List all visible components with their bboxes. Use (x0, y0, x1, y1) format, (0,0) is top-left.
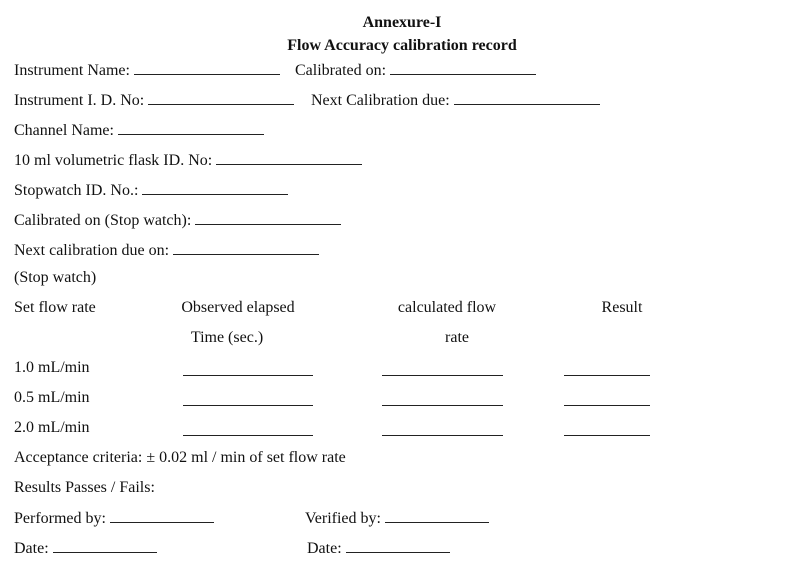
header-time-sec: Time (sec.) (190, 329, 264, 346)
row-label-3: 2.0 mL/min (14, 419, 90, 436)
date-right-field (307, 538, 450, 558)
flask-id-blank[interactable] (216, 150, 362, 165)
date-left-blank[interactable] (53, 538, 157, 553)
row-label-1: 1.0 mL/min (14, 359, 90, 376)
verified-by-label: Verified by: (305, 510, 381, 527)
channel-name-blank[interactable] (118, 120, 264, 135)
next-calibration-due-label: Next Calibration due: (311, 92, 450, 109)
row3-calculated-blank[interactable] (382, 435, 503, 436)
form-title: Flow Accuracy calibration record (287, 37, 517, 54)
channel-name-label: Channel Name: (14, 122, 114, 139)
next-calibration-due-on-label: Next calibration due on: (14, 242, 170, 259)
header-result: Result (601, 299, 643, 316)
row3-observed-blank[interactable] (183, 435, 313, 436)
next-calibration-due-blank[interactable] (454, 90, 600, 105)
instrument-name-field (14, 60, 280, 80)
row2-observed-blank[interactable] (183, 405, 313, 406)
flask-id-label: 10 ml volumetric flask ID. No: (14, 152, 213, 169)
calibrated-on-field (295, 60, 536, 80)
instrument-id-blank[interactable] (148, 90, 294, 105)
calibrated-on-stopwatch-blank[interactable] (195, 210, 341, 225)
performed-by-field (14, 508, 214, 528)
date-right-label: Date: (307, 540, 342, 557)
stop-watch-note: (Stop watch) (14, 269, 97, 286)
next-calibration-due-on-field (14, 240, 319, 260)
next-calibration-due-field (311, 90, 600, 110)
stopwatch-id-label: Stopwatch ID. No.: (14, 182, 139, 199)
row1-result-blank[interactable] (564, 375, 650, 376)
header-observed-elapsed: Observed elapsed (181, 299, 295, 316)
calibrated-on-stopwatch-label: Calibrated on (Stop watch): (14, 212, 192, 229)
flask-id-field (14, 150, 362, 170)
verified-by-blank[interactable] (385, 508, 489, 523)
date-left-field (14, 538, 157, 558)
row2-calculated-blank[interactable] (382, 405, 503, 406)
calibrated-on-label: Calibrated on: (295, 62, 387, 79)
results-pass-fail: Results Passes / Fails: (14, 479, 155, 496)
header-set-flow-rate: Set flow rate (14, 299, 96, 316)
row1-calculated-blank[interactable] (382, 375, 503, 376)
instrument-name-label: Instrument Name: (14, 62, 130, 79)
stopwatch-id-blank[interactable] (142, 180, 288, 195)
performed-by-label: Performed by: (14, 510, 106, 527)
row2-result-blank[interactable] (564, 405, 650, 406)
instrument-id-label: Instrument I. D. No: (14, 92, 145, 109)
performed-by-blank[interactable] (110, 508, 214, 523)
date-left-label: Date: (14, 540, 49, 557)
date-right-blank[interactable] (346, 538, 450, 553)
calibrated-on-blank[interactable] (390, 60, 536, 75)
acceptance-criteria: Acceptance criteria: ± 0.02 ml / min of set flow rate (14, 449, 346, 466)
channel-name-field (14, 120, 264, 140)
header-calculated-flow: calculated flow (397, 299, 497, 316)
instrument-id-field (14, 90, 294, 110)
header-rate: rate (445, 329, 469, 346)
next-calibration-due-on-blank[interactable] (173, 240, 319, 255)
verified-by-field (305, 508, 489, 528)
row-label-2: 0.5 mL/min (14, 389, 90, 406)
instrument-name-blank[interactable] (134, 60, 280, 75)
row3-result-blank[interactable] (564, 435, 650, 436)
stopwatch-id-field (14, 180, 288, 200)
annexure-heading: Annexure-I (362, 14, 442, 31)
calibrated-on-stopwatch-field (14, 210, 341, 230)
row1-observed-blank[interactable] (183, 375, 313, 376)
